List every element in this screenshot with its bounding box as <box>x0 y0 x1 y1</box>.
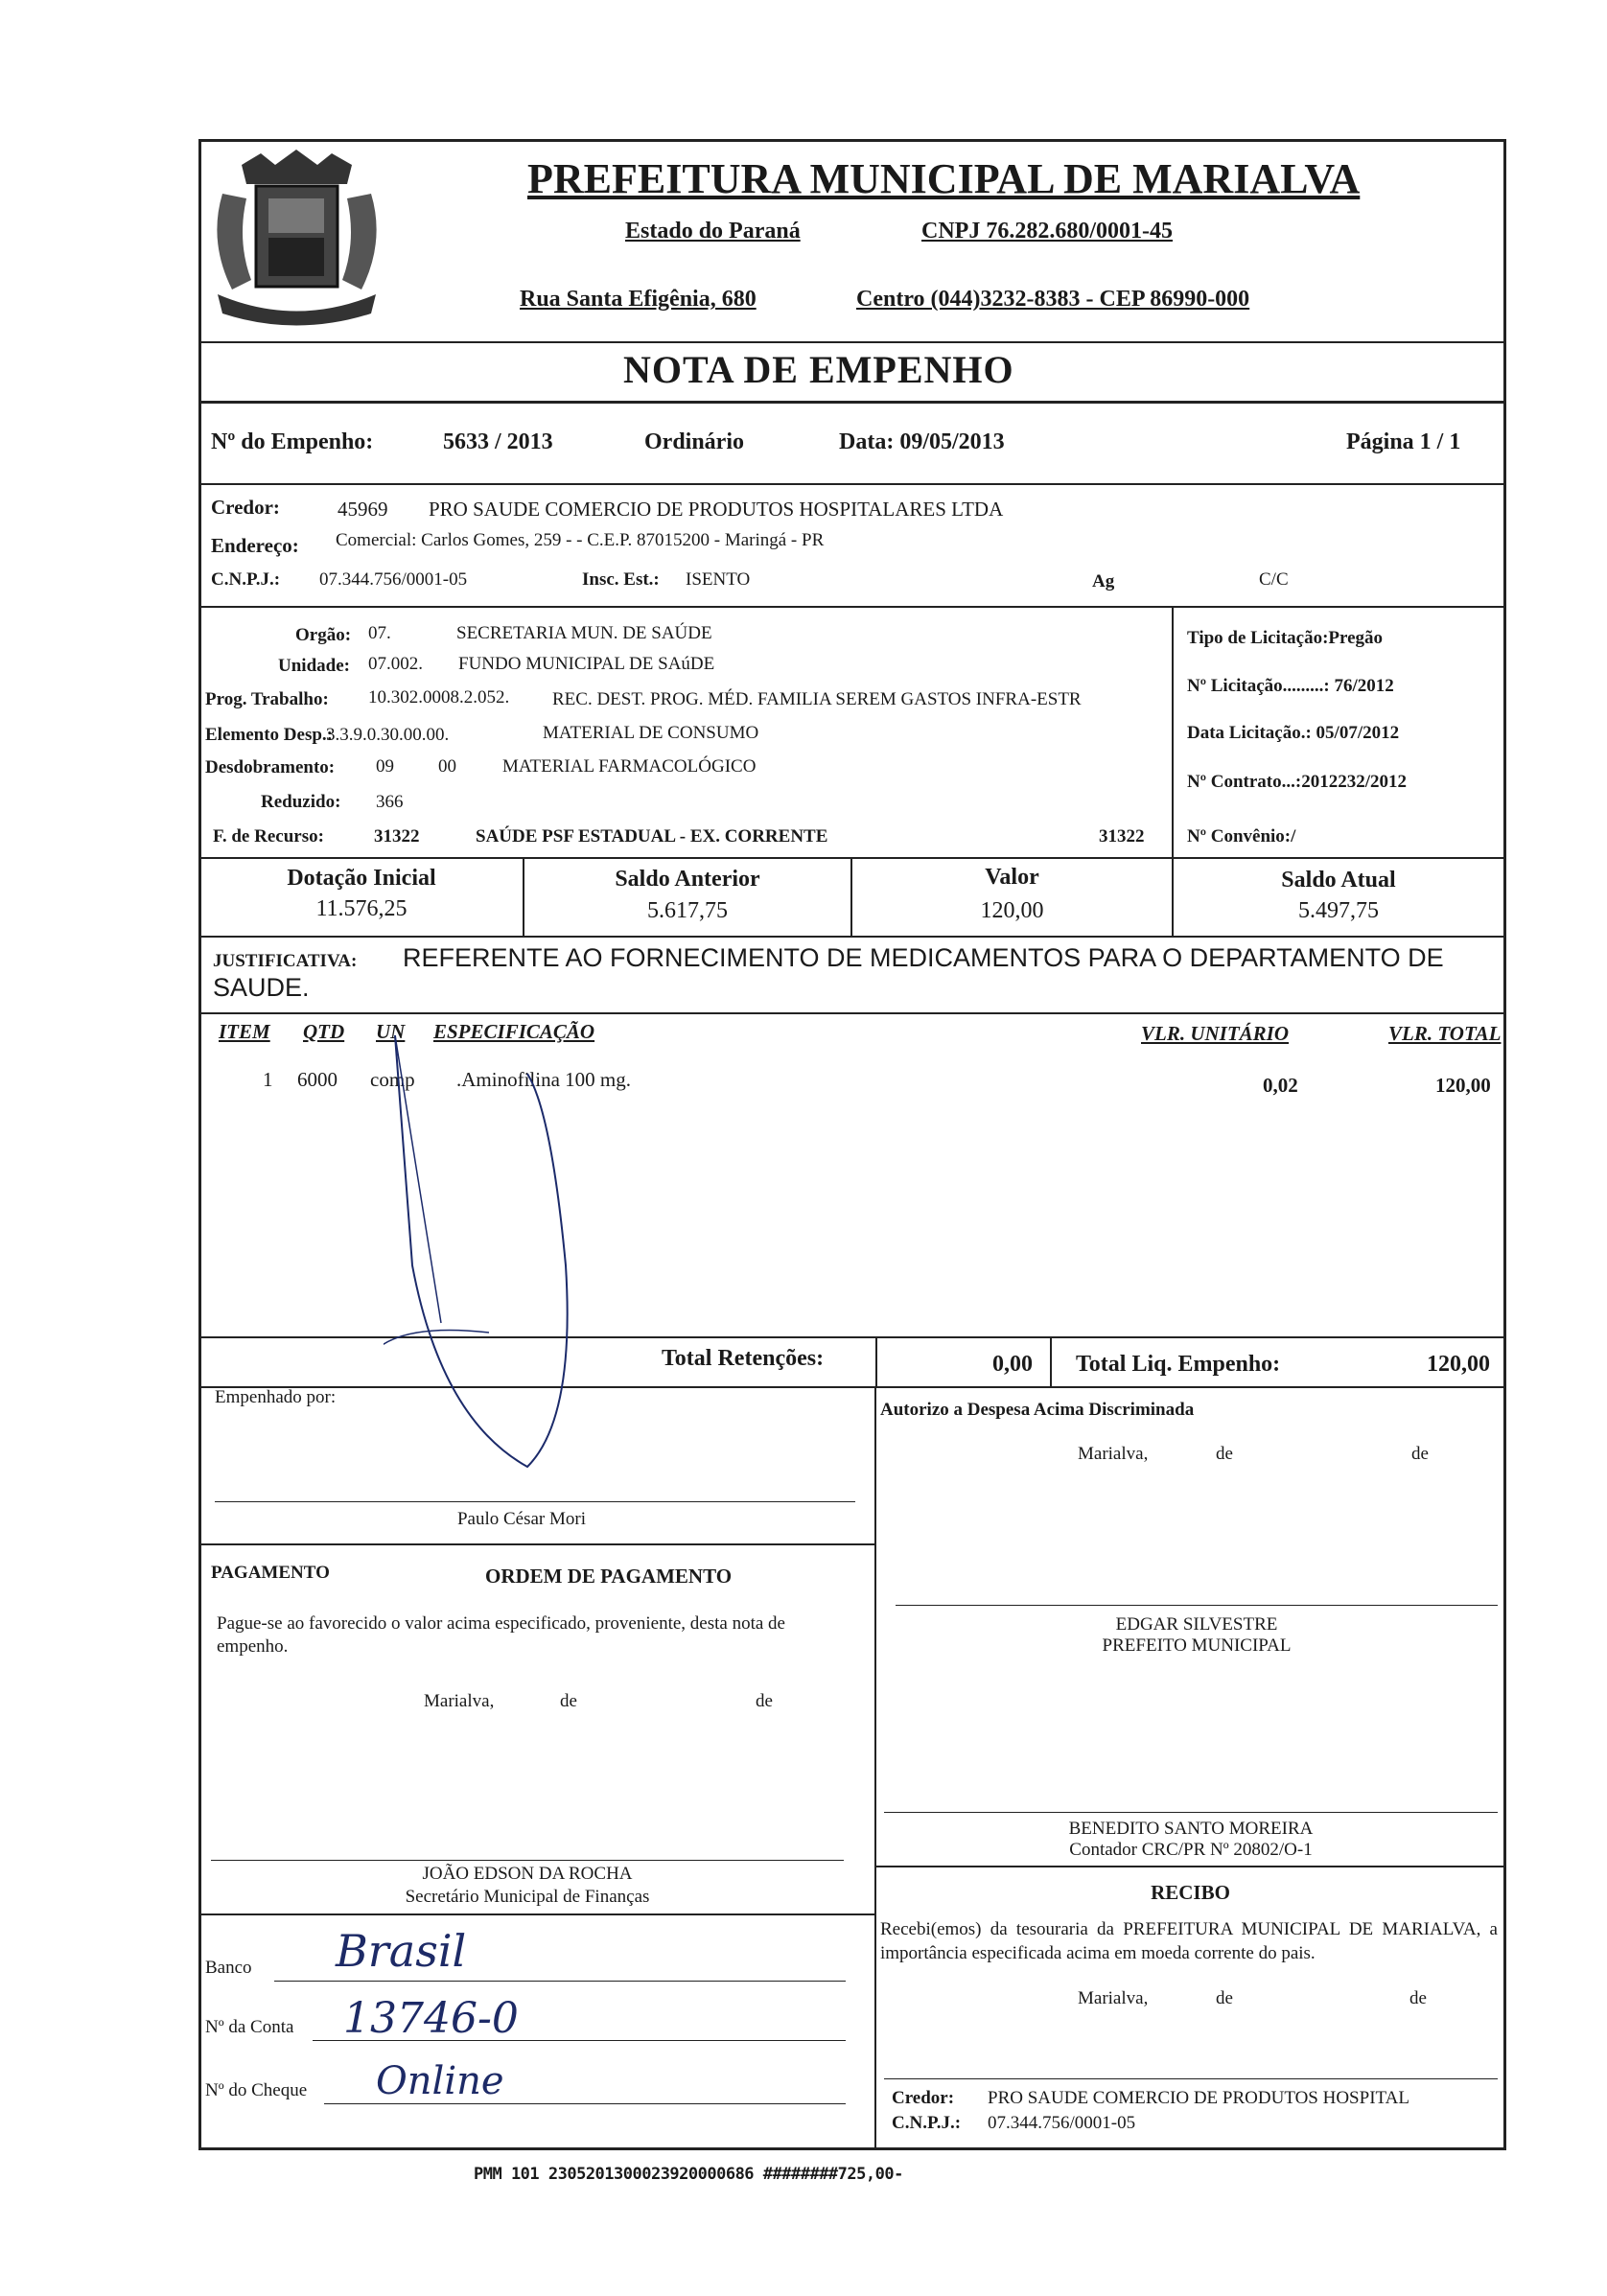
empenho-date: Data: 09/05/2013 <box>839 429 1005 454</box>
orgao-code: 07. <box>368 623 391 643</box>
elemento-code: 3.3.9.0.30.00.00. <box>326 725 450 745</box>
contact-label: Centro (044)3232-8383 - CEP 86990-000 <box>856 287 1250 312</box>
orgao-name: SECRETARIA MUN. DE SAÚDE <box>456 623 712 643</box>
reduzido-label: Reduzido: <box>261 792 341 812</box>
elemento-label: Elemento Desp.: <box>205 725 333 745</box>
cc-label: C/C <box>1259 569 1289 590</box>
cheque-label: Nº do Cheque <box>205 2080 308 2100</box>
street-label: Rua Santa Efigênia, 680 <box>520 287 757 312</box>
empenho-number-label: Nº do Empenho: <box>211 429 374 454</box>
state-label: Estado do Paraná <box>625 219 801 244</box>
convenio-number: Nº Convênio:/ <box>1187 826 1296 847</box>
col-un: UN <box>376 1020 406 1043</box>
empenho-type: Ordinário <box>644 429 745 454</box>
licitacao-numero: Nº Licitação.........: 76/2012 <box>1187 676 1394 696</box>
recibo-label: RECIBO <box>1151 1881 1230 1904</box>
desdobramento-name: MATERIAL FARMACOLÓGICO <box>502 756 757 777</box>
ordem-pagamento-label: ORDEM DE PAGAMENTO <box>485 1565 733 1588</box>
recibo-text: Recebi(emos) da tesouraria da PREFEITURA MUNICIPAL DE MARIALVA, a importância especificada acima em moeda corrente do pais. <box>880 1919 1498 1963</box>
justificativa-text: REFERENTE AO FORNECIMENTO DE MEDICAMENTOS PARA O DEPARTAMENTO DE <box>403 943 1444 972</box>
item-spec: .Aminofilina 100 mg. <box>456 1068 631 1091</box>
insc-label: Insc. Est.: <box>582 569 660 590</box>
recibo-de-1: de <box>1216 1988 1233 2008</box>
credor-cnpj-label: C.N.P.J.: <box>211 569 281 590</box>
empenho-number: 5633 / 2013 <box>443 429 553 454</box>
footer-credor-label: Credor: <box>892 2088 955 2108</box>
unidade-code: 07.002. <box>368 654 423 674</box>
pagamento-de-1: de <box>560 1691 577 1711</box>
pagamento-text: Pague-se ao favorecido o valor acima especificado, proveniente, desta nota de empenho. <box>217 1613 785 1657</box>
prefeito-name: EDGAR SILVESTRE <box>1115 1614 1278 1635</box>
empenhado-label: Empenhado por: <box>215 1387 337 1407</box>
saldo-atual-label: Saldo Atual <box>1281 868 1396 893</box>
credor-cnpj: 07.344.756/0001-05 <box>319 569 468 590</box>
elemento-name: MATERIAL DE CONSUMO <box>543 723 759 743</box>
empenhado-name: Paulo César Mori <box>456 1509 587 1529</box>
autorizo-de-1: de <box>1216 1444 1233 1464</box>
col-item: ITEM <box>219 1020 270 1043</box>
retencoes-value: 0,00 <box>992 1352 1033 1377</box>
col-total-value: VLR. TOTAL <box>1388 1022 1502 1045</box>
coat-of-arms-icon <box>203 146 390 336</box>
item-un: comp <box>370 1068 415 1091</box>
orgao-label: Orgão: <box>295 625 352 645</box>
pagamento-city: Marialva, <box>424 1691 495 1711</box>
retencoes-label: Total Retenções: <box>662 1346 825 1371</box>
item-qtd: 6000 <box>297 1068 338 1091</box>
prog-code: 10.302.0008.2.052. <box>368 687 510 707</box>
prefeito-role: PREFEITO MUNICIPAL <box>1102 1635 1292 1656</box>
prog-label: Prog. Trabalho: <box>205 689 329 709</box>
secretario-role: Secretário Municipal de Finanças <box>405 1887 650 1907</box>
page-title: PREFEITURA MUNICIPAL DE MARIALVA <box>527 155 1361 202</box>
contrato-number: Nº Contrato...:2012232/2012 <box>1187 772 1407 792</box>
unidade-label: Unidade: <box>278 656 350 676</box>
licitacao-tipo: Tipo de Licitação:Pregão <box>1187 628 1384 648</box>
saldo-anterior-value: 5.617,75 <box>647 898 728 923</box>
footer-credor-name: PRO SAUDE COMERCIO DE PRODUTOS HOSPITAL <box>988 2088 1409 2108</box>
dotacao-label: Dotação Inicial <box>287 866 436 891</box>
total-liq-label: Total Liq. Empenho: <box>1076 1352 1281 1377</box>
col-qtd: QTD <box>303 1020 345 1043</box>
item-total-value: 120,00 <box>1435 1074 1491 1097</box>
insc-value: ISENTO <box>686 569 751 590</box>
total-liq-value: 120,00 <box>1427 1352 1490 1377</box>
page-number: Página 1 / 1 <box>1346 429 1461 454</box>
reduzido-value: 366 <box>376 792 404 812</box>
desdobramento-label: Desdobramento: <box>205 757 336 777</box>
autorizo-city: Marialva, <box>1078 1444 1149 1464</box>
credor-label: Credor: <box>211 496 280 519</box>
cnpj-label: CNPJ 76.282.680/0001-45 <box>921 219 1173 244</box>
desdobramento-code1: 09 <box>376 756 394 777</box>
item-number: 1 <box>263 1068 273 1091</box>
dotacao-value: 11.576,25 <box>315 896 408 921</box>
item-unit-value: 0,02 <box>1263 1074 1298 1097</box>
secretario-name: JOÃO EDSON DA ROCHA <box>422 1864 633 1884</box>
autorizo-de-2: de <box>1411 1444 1429 1464</box>
contador-name: BENEDITO SANTO MOREIRA <box>1068 1819 1314 1839</box>
recurso-code2: 31322 <box>1099 826 1145 847</box>
ag-label: Ag <box>1092 571 1115 591</box>
pagamento-label: PAGAMENTO <box>211 1563 330 1583</box>
justificativa-text-2: SAUDE. <box>213 973 310 1002</box>
footer-cnpj-label: C.N.P.J.: <box>892 2113 962 2133</box>
credor-code: 45969 <box>338 498 388 521</box>
saldo-atual-value: 5.497,75 <box>1298 898 1379 923</box>
recurso-label: F. de Recurso: <box>213 826 324 847</box>
recibo-city: Marialva, <box>1078 1988 1149 2008</box>
valor-value: 120,00 <box>980 898 1044 923</box>
valor-label: Valor <box>985 865 1039 890</box>
banco-label: Banco <box>205 1958 252 1978</box>
signature-mark <box>384 1016 594 1496</box>
desdobramento-code2: 00 <box>438 756 456 777</box>
recurso-name: SAÚDE PSF ESTADUAL - EX. CORRENTE <box>476 826 828 847</box>
conta-value[interactable]: 13746-0 <box>343 1994 519 2043</box>
recibo-de-2: de <box>1409 1988 1427 2008</box>
cheque-value[interactable]: Online <box>376 2059 504 2103</box>
pagamento-de-2: de <box>756 1691 773 1711</box>
credor-address: Comercial: Carlos Gomes, 259 - - C.E.P. 87015200 - Maringá - PR <box>336 530 825 550</box>
licitacao-data: Data Licitação.: 05/07/2012 <box>1187 723 1400 743</box>
unidade-name: FUNDO MUNICIPAL DE SAúDE <box>458 654 715 674</box>
autorizo-label: Autorizo a Despesa Acima Discriminada <box>880 1400 1195 1420</box>
barcode-line: PMM 101 2305201300023920000686 ########725,00- <box>474 2165 903 2184</box>
banco-value[interactable]: Brasil <box>336 1925 467 1977</box>
address-label: Endereço: <box>211 534 299 557</box>
credor-name: PRO SAUDE COMERCIO DE PRODUTOS HOSPITALARES LTDA <box>429 498 1004 521</box>
justificativa-label: JUSTIFICATIVA: <box>213 951 358 971</box>
recurso-code: 31322 <box>374 826 420 847</box>
conta-label: Nº da Conta <box>205 2017 294 2037</box>
col-unit-value: VLR. UNITÁRIO <box>1141 1022 1290 1045</box>
footer-cnpj: 07.344.756/0001-05 <box>988 2113 1136 2133</box>
prog-name: REC. DEST. PROG. MÉD. FAMILIA SEREM GASTOS INFRA-ESTR <box>552 689 1082 709</box>
contador-role: Contador CRC/PR Nº 20802/O-1 <box>1069 1840 1313 1860</box>
document-title: NOTA DE EMPENHO <box>623 348 1014 391</box>
saldo-anterior-label: Saldo Anterior <box>615 867 760 892</box>
col-spec: ESPECIFICAÇÃO <box>433 1020 595 1043</box>
